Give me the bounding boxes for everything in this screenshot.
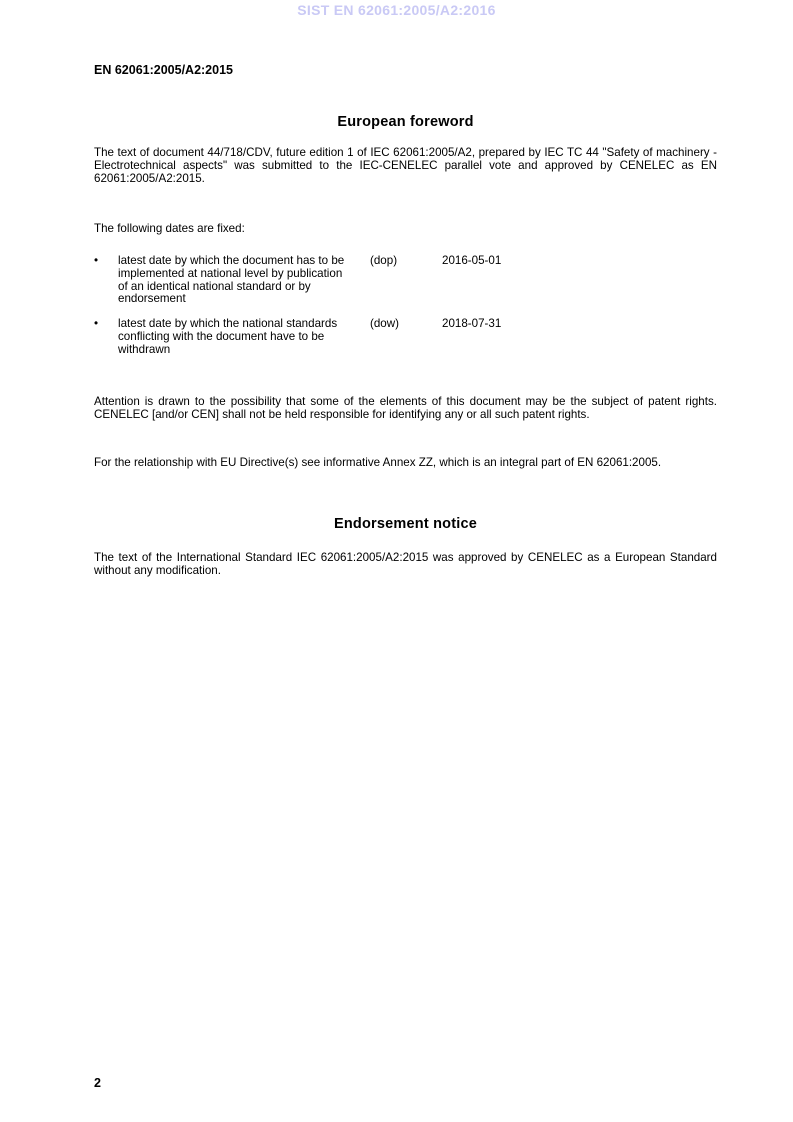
date-description: latest date by which the national standards conflicting with the document have to be withdrawn [118, 317, 338, 356]
dates-intro-paragraph: The following dates are fixed: [94, 222, 245, 235]
date-value: 2016-05-01 [442, 254, 502, 267]
foreword-intro-paragraph: The text of document 44/718/CDV, future edition 1 of IEC 62061:2005/A2, prepared by IEC TC 44 "Safety of machinery - Electrotechnical aspects" was submitted to the IEC-CENELEC parallel vote and approved by CENELEC as EN 62061:2005/A2:2015. [94, 146, 717, 185]
page-number: 2 [94, 1076, 101, 1090]
watermark-text: SIST EN 62061:2005/A2:2016 [297, 2, 496, 18]
document-identifier: EN 62061:2005/A2:2015 [94, 63, 233, 77]
foreword-heading: European foreword [337, 114, 474, 130]
date-code: (dow) [370, 317, 399, 330]
attention-paragraph: Attention is drawn to the possibility that some of the elements of this document may be the subject of patent rights. CENELEC [and/or CEN] shall not be held responsible for identifying any or all such patent rights. [94, 395, 717, 421]
endorsement-heading: Endorsement notice [334, 516, 477, 532]
date-code: (dop) [370, 254, 398, 267]
endorsement-paragraph: The text of the International Standard IEC 62061:2005/A2:2015 was approved by CENELEC as a European Standard without any modification. [94, 551, 717, 577]
date-description: latest date by which the document has to be implemented at national level by publication of an identical national standard or by endorsement [118, 254, 345, 306]
date-value: 2018-07-31 [442, 317, 502, 330]
bullet-icon: • [94, 254, 99, 267]
bullet-icon: • [94, 317, 99, 330]
relationship-paragraph: For the relationship with EU Directive(s) see informative Annex ZZ, which is an integral part of EN 62061:2005. [94, 456, 662, 469]
